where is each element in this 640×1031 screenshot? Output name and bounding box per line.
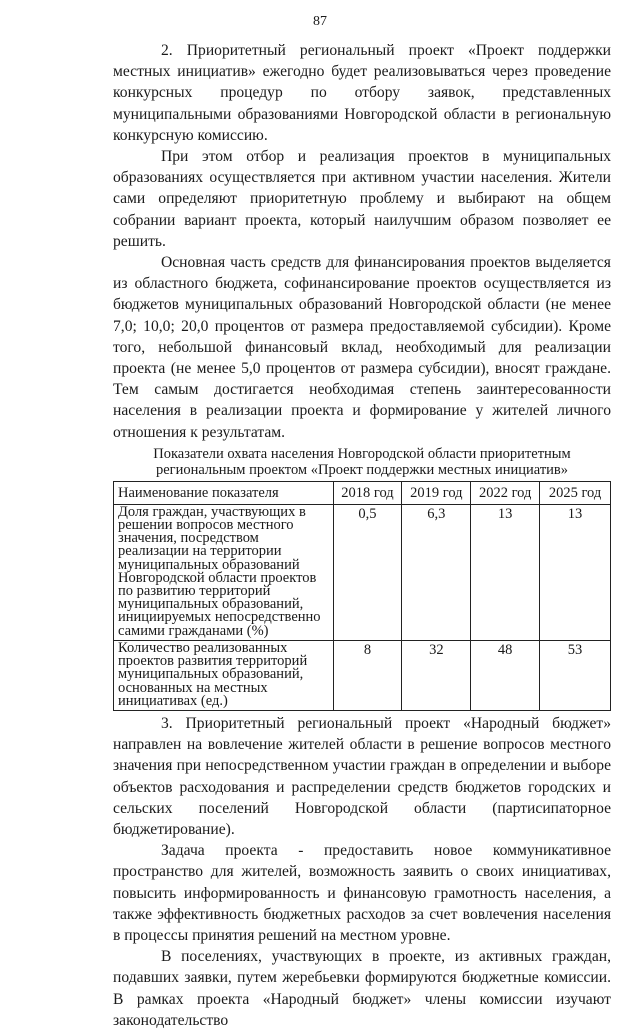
- indicator-value: 13: [471, 504, 540, 640]
- column-header: 2025 год: [540, 481, 611, 504]
- table-caption-line: региональным проектом «Проект поддержки местных инициатив»: [155, 461, 569, 478]
- indicator-name: Количество реализованных проектов развития территорий муниципальных образований, основанных на местных инициативах (ед.): [114, 640, 334, 710]
- table-caption: [113, 446, 611, 478]
- table-header-row: [114, 481, 611, 504]
- paragraph: 2. Приоритетный региональный проект «Проект поддержки местных инициатив» ежегодно будет реализовываться через проведение конкурсных процедур по отбору заявок, представленных муниципальными образованиями Новгородской области в региональную конкурсную комиссию.: [113, 42, 611, 144]
- indicator-value: 8: [333, 640, 402, 710]
- column-header: 2019 год: [402, 481, 471, 504]
- indicator-value: 32: [402, 640, 471, 710]
- paragraph: В поселениях, участвующих в проекте, из активных граждан, подавших заявки, путем жеребьевки формируются бюджетные комиссии. В рамках проекта «Народный бюджет» члены комиссии изучают законодательство: [113, 948, 611, 1029]
- paragraph: Задача проекта - предоставить новое коммуникативное пространство для жителей, возможность заявить о своих инициативах, повысить информированность и финансовую грамотность населения, а также эффективность бюджетных расходов за счет вовлечения населения в процессы принятия решений на местном уровне.: [113, 842, 611, 944]
- paragraph: 3. Приоритетный региональный проект «Народный бюджет» направлен на вовлечение жителей области в решение вопросов местного значения при непосредственном участии граждан в определении и выборе объектов расходования и распределении средств бюджетов городских и сельских поселений Новгородской области (партисипаторное бюджетирование).: [113, 714, 611, 838]
- indicator-value: 53: [540, 640, 611, 710]
- table-row: [114, 504, 611, 640]
- indicator-value: 13: [540, 504, 611, 640]
- indicator-value: 0,5: [333, 504, 402, 640]
- paragraph: При этом отбор и реализация проектов в муниципальных образованиях осуществляется при активном участии населения. Жители сами определяют приоритетную проблему и выбирают на общем собрании вариант проекта, который наилучшим образом позволяет ее решить.: [113, 148, 611, 250]
- page-number: 87: [313, 14, 327, 29]
- column-header: Наименование показателя: [114, 481, 334, 504]
- column-header: 2018 год: [333, 481, 402, 504]
- indicators-table: [113, 481, 611, 711]
- table-row: [114, 640, 611, 710]
- indicator-value: 6,3: [402, 504, 471, 640]
- paragraph: Основная часть средств для финансирования проектов выделяется из областного бюджета, софинансирование проектов осуществляется из бюджетов муниципальных образований Новгородской области (не менее 7,0; 10,0; 20,0 процентов от размера предоставляемой субсидии). Кроме того, небольшой финансовый вклад, необходимый для реализации проекта (не менее 5,0 процентов от размера субсидии), вносят граждане. Тем самым достигается необходимая степень заинтересованности населения в реализации проекта и формирование у жителей личного отношения к результатам.: [113, 254, 611, 441]
- indicator-value: 48: [471, 640, 540, 710]
- document-body: [113, 40, 611, 1031]
- indicator-name: Доля граждан, участвующих в решении вопросов местного значения, посредством реализации на территории муниципальных образований Новгородской области проектов по развитию территорий муниципальных образований, инициируемых непосредственно самими гражданами (%): [114, 504, 334, 640]
- table-caption-line: Показатели охвата населения Новгородской области приоритетным: [153, 445, 571, 462]
- column-header: 2022 год: [471, 481, 540, 504]
